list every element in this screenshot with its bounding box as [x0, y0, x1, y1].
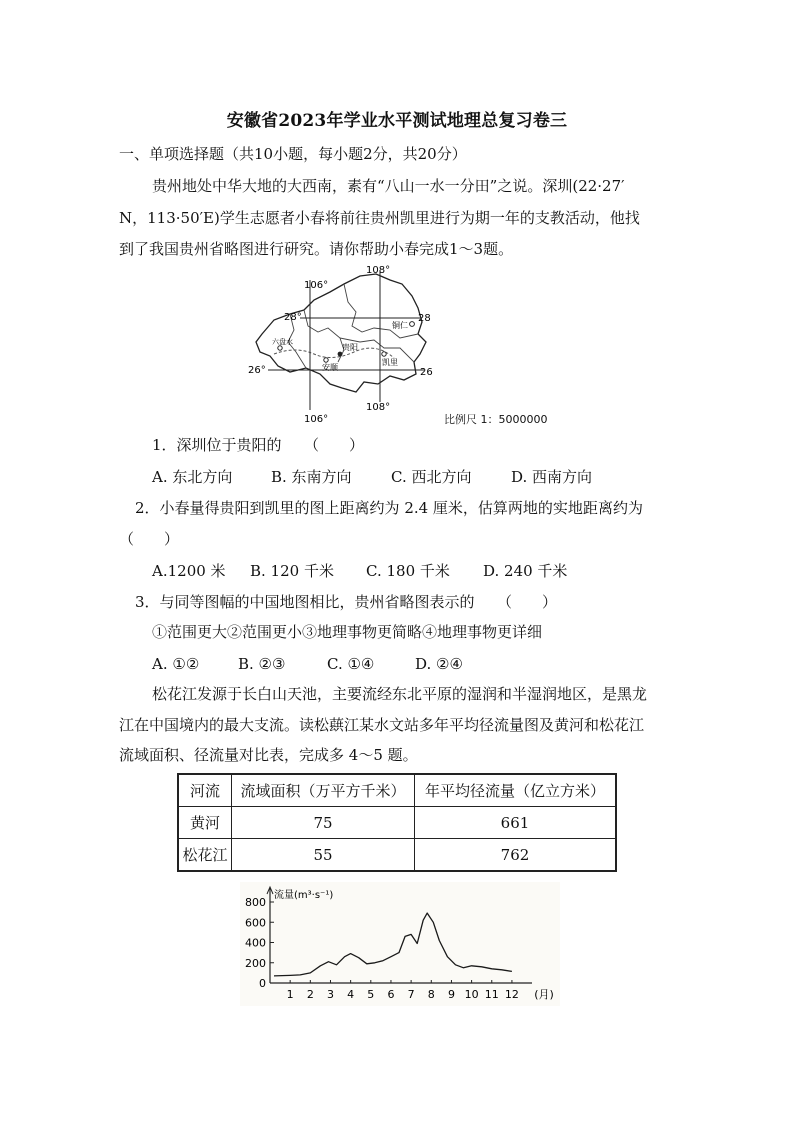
x-tick-label: 1	[286, 988, 294, 1001]
x-tick-label: 7	[407, 988, 415, 1001]
q1-option-d[interactable]: D. 西南方向	[511, 468, 593, 486]
q3-statements: ①范围更大②范围更小③地理事物更简略④地理事物更详细	[152, 623, 543, 641]
label-lat-28-left: 28°	[284, 312, 302, 323]
city-anshun: 安顺	[322, 363, 338, 372]
x-tick-label: 10	[464, 988, 479, 1001]
city-kaili: 凯里	[382, 358, 398, 367]
city-marker-tongren	[410, 322, 415, 327]
table-cell: 762	[415, 839, 617, 872]
city-marker-guiyang	[338, 352, 343, 357]
q2-option-d[interactable]: D. 240 千米	[483, 562, 568, 580]
table-row	[178, 839, 616, 872]
y-tick-label: 400	[245, 936, 266, 950]
table-row	[178, 807, 616, 839]
q1-option-c[interactable]: C. 西北方向	[391, 468, 472, 486]
map-scale: 比例尺 1：5000000	[444, 413, 548, 426]
city-marker-liupanshui	[278, 346, 282, 350]
table-cell: 黄河	[178, 807, 232, 839]
guizhou-map-svg	[244, 262, 444, 427]
q2-option-b[interactable]: B. 120 千米	[250, 562, 334, 580]
intro1-line2: N，113·50′E)学生志愿者小春将前往贵州凯里进行为期一年的支教活动，他找	[119, 209, 640, 227]
label-lon-top-108: 108°	[366, 265, 391, 276]
label-lon-bottom-108: 108°	[366, 402, 391, 413]
runoff-chart-svg	[240, 882, 560, 1006]
x-tick-label: 3	[326, 988, 334, 1001]
y-tick-label: 0	[259, 977, 266, 990]
table-header-cell: 流域面积（万平方千米）	[232, 774, 415, 807]
section-heading: 一、单项选择题（共10小题，每小题2分，共20分）	[119, 145, 467, 163]
intro2-line2: 江在中国境内的最大支流。读松蕻江某水文站多年平均径流量图及黄河和松花江	[119, 716, 645, 734]
q2-stem: 2．小春量得贵阳到凯里的图上距离约为 2.4 厘米，估算两地的实地距离约为	[135, 499, 643, 517]
q1-option-b[interactable]: B. 东南方向	[271, 468, 352, 486]
river-comparison-table	[177, 773, 617, 872]
x-tick-label: 8	[427, 988, 435, 1001]
city-marker-kaili	[382, 352, 386, 356]
x-tick-label: 5	[367, 988, 375, 1001]
series-line	[274, 913, 512, 976]
q3-option-b[interactable]: B. ②③	[238, 655, 286, 673]
x-axis-label: (月)	[534, 988, 554, 1001]
label-lon-top-106: 106°	[304, 280, 329, 291]
q3-option-d[interactable]: D. ②④	[415, 655, 463, 673]
label-lon-bottom-106: 106°	[304, 414, 329, 425]
q1-option-a[interactable]: A. 东北方向	[152, 468, 233, 486]
q3-stem: 3．与同等图幅的中国地图相比，贵州省略图表示的 （ ）	[135, 593, 558, 611]
table-header-row	[178, 774, 616, 807]
x-tick-label: 12	[504, 988, 519, 1001]
label-lat-28-right: 28	[418, 313, 431, 324]
label-lat-26-right: 26	[420, 367, 433, 378]
table-cell: 75	[232, 807, 415, 839]
q1-stem: 1．深圳位于贵阳的 （ ）	[152, 436, 365, 454]
table-cell: 661	[415, 807, 617, 839]
intro2-line3: 流域面积、径流量对比表，完成多 4～5 题。	[119, 746, 418, 764]
y-tick-label: 800	[245, 896, 266, 909]
table-header-cell: 河流	[178, 774, 232, 807]
y-tick-label: 600	[245, 916, 266, 930]
q2-option-a[interactable]: A.1200 米	[152, 562, 226, 580]
q2-option-c[interactable]: C. 180 千米	[366, 562, 450, 580]
table-header-cell: 年平均径流量（亿立方米）	[415, 774, 617, 807]
city-tongren: 铜仁	[392, 321, 408, 330]
runoff-chart	[240, 882, 560, 1006]
q2-paren: （ ）	[119, 530, 180, 548]
intro1-line3: 到了我国贵州省略图进行研究。请你帮助小春完成1～3题。	[119, 240, 514, 258]
x-tick-label: 11	[484, 988, 499, 1001]
y-tick-label: 200	[245, 956, 266, 970]
q3-option-a[interactable]: A. ①②	[152, 655, 200, 673]
river	[274, 348, 394, 358]
label-lat-26-left: 26°	[248, 365, 266, 376]
table-cell: 55	[232, 839, 415, 872]
table-cell: 松花江	[178, 839, 232, 872]
x-tick-label: 9	[447, 988, 455, 1001]
guizhou-map	[244, 262, 444, 427]
x-tick-label: 2	[306, 988, 314, 1001]
city-liupanshui: 六盘水	[272, 338, 293, 346]
intro2-line1: 松花江发源于长白山天池，主要流经东北平原的湿润和半湿润地区，是黑龙	[152, 685, 648, 703]
intro1-line1: 贵州地处中华大地的大西南，素有“八山一水一分田”之说。深圳(22·27′	[152, 177, 625, 195]
x-tick-label: 4	[347, 988, 355, 1001]
x-tick-label: 6	[387, 988, 395, 1001]
q3-option-c[interactable]: C. ①④	[327, 655, 375, 673]
y-axis-label: 流量(m³·s⁻¹)	[274, 890, 334, 901]
page-title: 安徽省2023年学业水平测试地理总复习卷三	[226, 111, 568, 131]
city-guiyang: 贵阳	[342, 343, 358, 352]
province-outline	[256, 274, 426, 392]
city-marker-anshun	[324, 358, 328, 362]
